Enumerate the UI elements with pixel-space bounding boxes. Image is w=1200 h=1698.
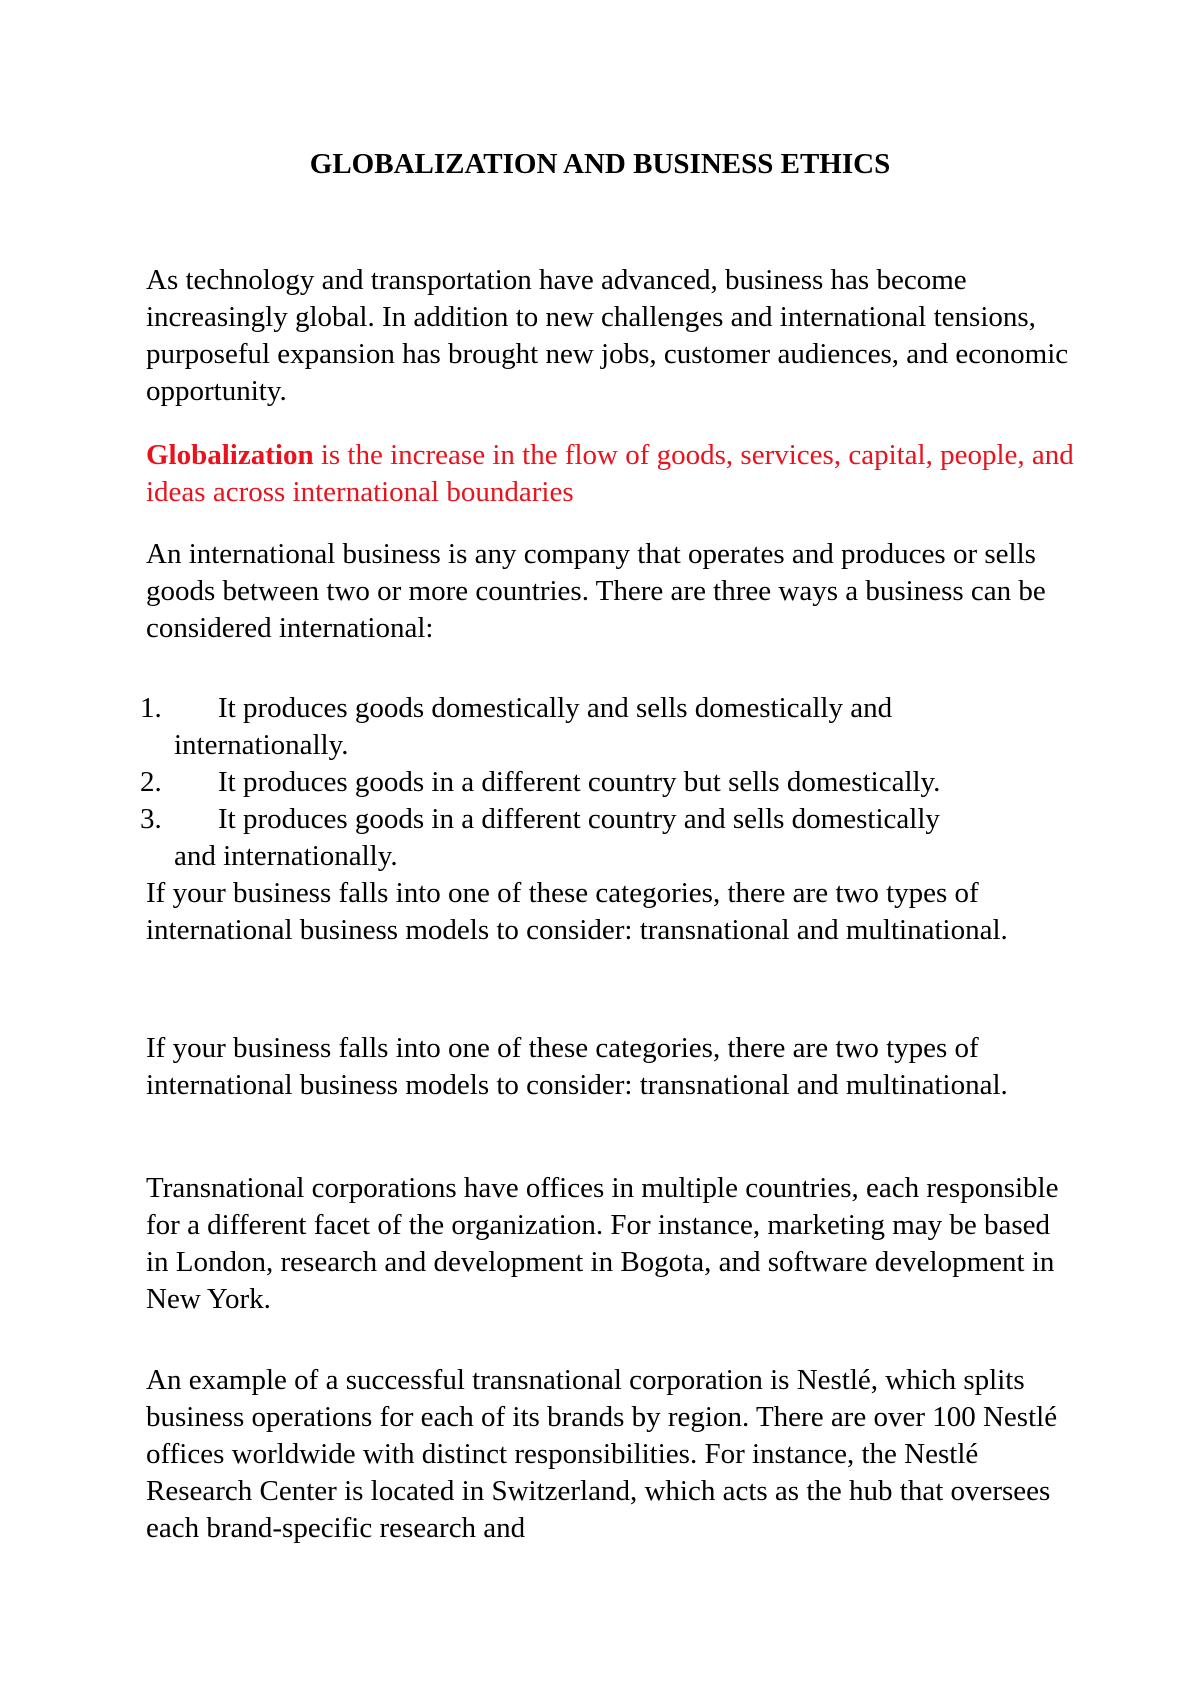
definition-paragraph <box>146 437 1076 511</box>
list-item <box>140 801 1076 875</box>
definition-term: Globalization <box>146 439 314 471</box>
models-paragraph: If your business falls into one of these categories, there are two types of international business models to consider: transnational and multinational. <box>146 877 1008 946</box>
list-text-continued: internationally. <box>174 729 349 761</box>
list-item <box>140 690 1076 764</box>
list-text: It produces goods in a different country and sells domestically <box>218 803 940 835</box>
list-number: 1. <box>140 692 162 724</box>
transnational-paragraph: Transnational corporations have offices in multiple countries, each responsible for a different facet of the organization. For instance, marketing may be based in London, research and development in Bogota, and software development in New York. <box>146 1172 1059 1315</box>
intro-paragraph: As technology and transportation have advanced, business has become increasingly global. In addition to new challenges and international tensions, purposeful expansion has brought new jobs, customer audiences, and economic opportunity. <box>146 264 1069 407</box>
international-business-paragraph: An international business is any company that operates and produces or sells goods between two or more countries. There are three ways a business can be considered international: <box>146 538 1046 644</box>
list-text: It produces goods in a different country but sells domestically. <box>218 766 941 798</box>
document-title: GLOBALIZATION AND BUSINESS ETHICS <box>309 148 891 180</box>
list-number: 2. <box>140 766 162 798</box>
list-text: It produces goods domestically and sells domestically and <box>218 692 893 724</box>
models-paragraph-repeat: If your business falls into one of these categories, there are two types of international business models to consider: transnational and multinational. <box>146 1032 1008 1101</box>
list-text-continued: and internationally. <box>174 840 398 872</box>
nestle-example-paragraph: An example of a successful transnational corporation is Nestlé, which splits business operations for each of its brands by region. There are over 100 Nestlé offices worldwide with distinct responsibilities. For instance, the Nestlé Research Center is located in Switzerland, which acts as the hub that oversees each brand-specific research and <box>146 1364 1058 1544</box>
list-item <box>140 764 1076 801</box>
list-number: 3. <box>140 803 162 835</box>
definition-text: is the increase in the flow of goods, services, capital, people, and ideas across international boundaries <box>146 439 1074 508</box>
